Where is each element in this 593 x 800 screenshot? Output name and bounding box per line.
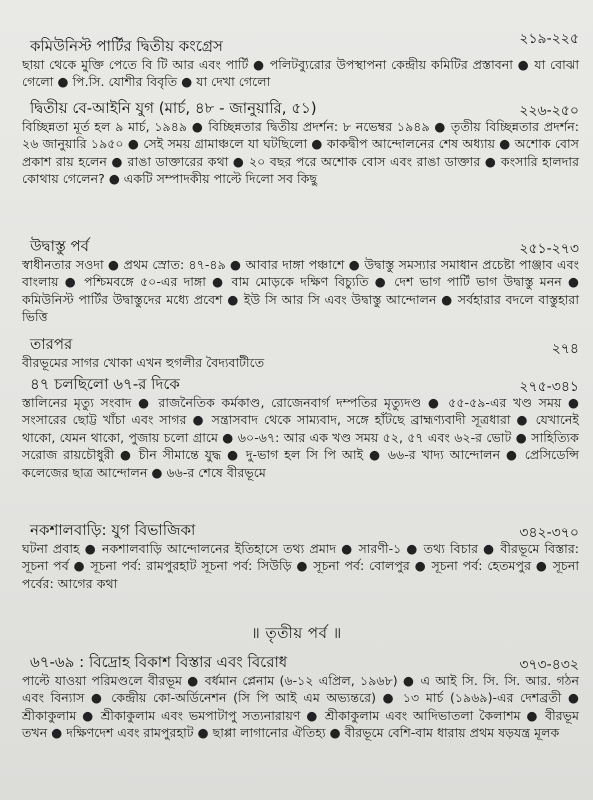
chapter-title: কমিউনিস্ট পার্টির দ্বিতীয় কংগ্রেস <box>30 37 223 55</box>
chapter-contents: স্তালিনের মৃত্যু সংবাদ ● রাজনৈতিক কর্মকাণ্ড, রোজেনবার্গ দম্পতির মৃত্যুদণ্ড ● ৫৫-৫৯-এর খণ্ড সময় ● সংসারের ছোট্ট খাঁচা এবং সাগর ● সন্ত্রাসবাদ থেকে সাম্যবাদ, সঙ্গে হাঁটছে ব্রাহ্মণ্যবাদী সূত্রধারা ● যেখানেই থাকো, যেমন থাকো, পুজায় চলো গ্রামে ● ৬০-৬৭: আর এক খণ্ড সময় ৫২, ৫৭ এবং ৬২-র ভোট ● সাহিত্যিক সরোজ রায়চৌধুরী ● চীন সীমান্তে যুদ্ধ ● দু-ভাগ হল সি পি আই ● ৬৬-র খাদ্য আন্দোলন ● প্রেসিডেন্সি কলেজের ছাত্র আন্দোলন ● ৬৬-র শেষে বীরভূমে <box>22 395 579 480</box>
chapter-contents: পাল্টে যাওয়া পরিমণ্ডলে বীরভূম ● বর্ধমান প্লেনাম (৬-১২ এপ্রিল, ১৯৬৮) ● এ আই সি. সি. সি. আর. গঠন এবং বিন্যাস ● কেন্দ্রীয় কো-অর্ডিনেশন (সি পি আই এম অভ্যন্তরে) ● ১৩ মার্চ (১৯৬৯)-এর দেশব্রতী ● শ্রীকাকুলাম ● শ্রীকাকুলাম এবং ভমপাটাপু সত্যনারায়ণ ● শ্রীকাকুলাম এবং আদিভাতলা কৈলাশম ● বীরভূম তখন ● দক্ষিণদেশ এবং রামপুরহাট ● ছাপ্পা লাগানোর ঐতিহ্য ● বীরভূমে বেশি-বাম ধারায় প্রথম ষড়যন্ত্র মূলক <box>22 673 579 741</box>
chapter-contents: বীরভূমের সাগর খোকা এখন হুগলীর বৈদ্যবাটীতে <box>22 355 265 370</box>
chapter-title: নকশালবাড়ি: যুগ বিভাজিকা <box>30 521 196 539</box>
toc-entry-heading <box>22 334 579 357</box>
chapter-title: ৪৭ চলছিলো ৬৭-র দিকে <box>30 375 180 393</box>
page-range: ২১৯-২২৫ <box>519 31 579 47</box>
page-range: ২৭৫-৩৪১ <box>519 379 579 395</box>
chapter-title: দ্বিতীয় বে-আইনি যুগ (মার্চ, ৪৮ - জানুয়ারি, ৫১) <box>30 99 317 117</box>
chapter-contents: স্বাধীনতার সওদা ● প্রথম স্রোত: ৪৭-৪৯ ● আবার দাঙ্গা পঞ্চাশে ● উদ্বাস্তু সমস্যার সমাধান প্রচেষ্টা পাঞ্জাব এবং বাংলায় ● পশ্চিমবঙ্গে ৫০-এর দাঙ্গা ● বাম মোড়কে দক্ষিণ বিচ্যুতি ● দেশ ভাগ পার্টি ভাগ উদ্বাস্তু মনন ● কমিউনিস্ট পার্টির উদ্বাস্তুদের মধ্যে প্রবেশ ● ইউ সি আর সি এবং উদ্বাস্তু আন্দোলন ● সর্বহারার বদলে বাস্তুহারা ভিত্তি <box>22 257 579 325</box>
toc-entry <box>22 31 579 91</box>
toc-entry <box>22 374 579 481</box>
toc-entry <box>22 334 579 371</box>
chapter-contents: বিচ্ছিন্নতা মূর্ত হল ৯ মার্চ, ১৯৪৯ ● বিচ্ছিন্নতার দ্বিতীয় প্রদর্শন: ৮ নভেম্বর ১৯৪৯ ● তৃতীয় বিচ্ছিন্নতার প্রদর্শন: ২৬ জানুয়ারি ১৯৫০ ● সেই সময় গ্রামাঞ্চলে যা ঘটছিলো ● কাকদ্বীপ আন্দোলনের শেষ অধ্যায় ● অশোক বোস প্রকাশ রায় হলেন ● রাঙা ডাক্তারের কথা ● ২০ বছর পরে অশোক বোস এবং রাঙা ডাক্তার ● কংসারি হালদার কোথায় গেলেন? ● একটি সম্পাদকীয় পাল্টে দিলো সব কিছু <box>22 119 579 187</box>
chapter-title: তারপর <box>30 335 73 353</box>
toc-entry-heading <box>22 31 579 56</box>
chapter-contents: ছায়া থেকে মুক্তি পেতে বি টি আর এবং পার্টি ● পলিটব্যুরোর উপস্থাপনা কেন্দ্রীয় কমিটির প্রস্তাবনা ● যা বোঝা গেলো ● পি.সি. যোশীর বিবৃতি ● যা দেখা গেলো <box>22 57 579 90</box>
page-range: ২২৬-২৫০ <box>519 103 579 119</box>
page-range: ২৭৪ <box>551 341 579 357</box>
toc-entry-heading <box>22 98 579 118</box>
part-heading: ॥ তৃতীয় পর্ব ॥ <box>251 624 342 642</box>
toc-entry-heading <box>22 374 579 394</box>
toc-entry <box>22 98 579 188</box>
toc-entry-heading <box>22 652 579 672</box>
toc-entry <box>22 236 579 326</box>
toc-entry <box>22 520 579 592</box>
page-range: ২৫১-২৭৩ <box>519 241 579 257</box>
toc-entry-heading <box>22 236 579 256</box>
toc-entry <box>22 652 579 742</box>
chapter-title: উদ্বাস্তু পর্ব <box>30 237 90 255</box>
page-range: ৩৪২-৩৭০ <box>519 525 579 541</box>
toc-entry-heading <box>22 520 579 540</box>
page-range: ৩৭৩-৪৩২ <box>519 657 579 673</box>
chapter-title: ৬৭-৬৯ : বিদ্রোহ বিকাশ বিস্তার এবং বিরোধ <box>30 653 288 671</box>
chapter-contents: ঘটনা প্রবাহ ● নকশালবাড়ি আন্দোলনের ইতিহাসে তথ্য প্রমাদ ● সারণী-১ ● তথ্য বিচার ● বীরভূমে বিস্তার: সূচনা পর্ব ● সূচনা পর্ব: রামপুরহাট সূচনা পর্ব: সিউড়ি ● সূচনা পর্ব: বোলপুর ● সূচনা পর্ব: হেতমপুর ● সূচনা পর্বের: আগের কথা <box>22 541 579 591</box>
